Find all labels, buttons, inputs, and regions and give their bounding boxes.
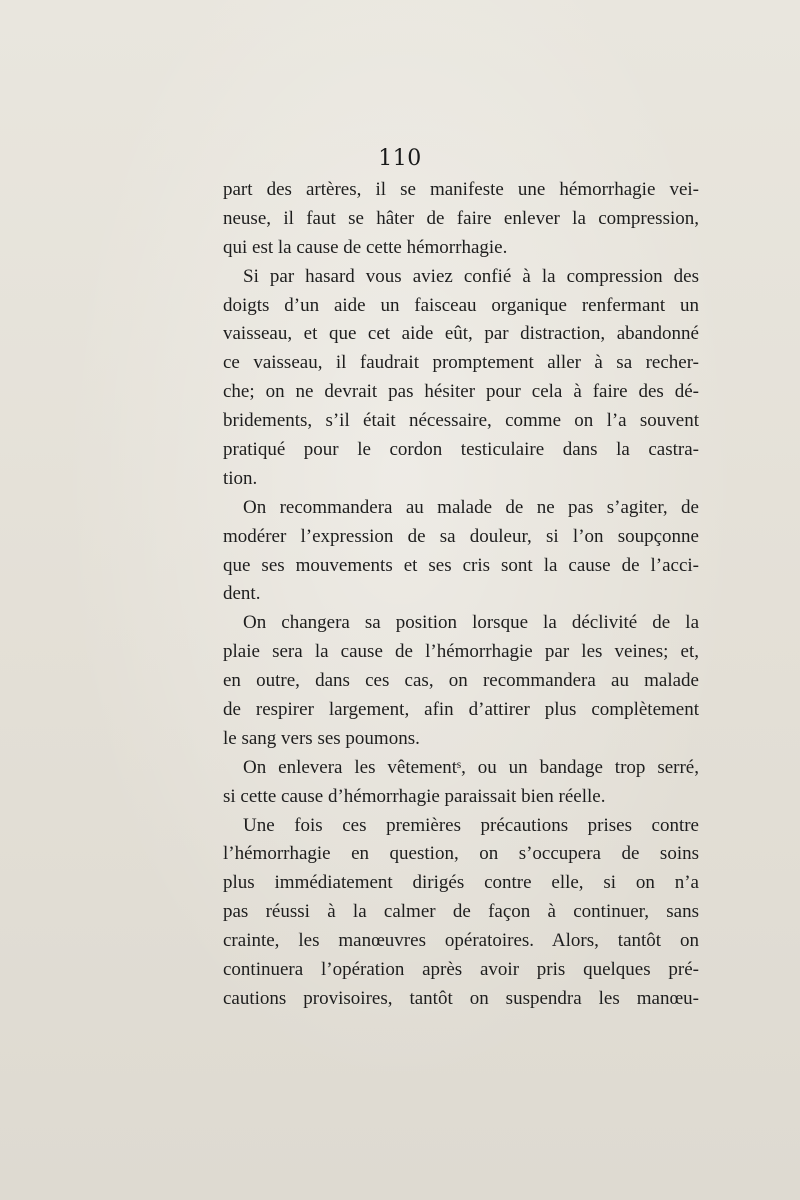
- text-line: modérer l’expression de sa douleur, si l’on soupçonne: [223, 525, 699, 547]
- text-line: ce vaisseau, il faudrait promptement aller à sa recher-: [223, 352, 699, 374]
- text-line: pratiqué pour le cordon testiculaire dans la castra-: [223, 439, 699, 461]
- text-line: Si par hasard vous aviez confié à la compression des: [243, 265, 699, 287]
- text-line: bridements, s’il était nécessaire, comme on l’a souvent: [223, 410, 699, 432]
- text-line: cautions provisoires, tantôt on suspendra les manœu-: [223, 987, 699, 1009]
- text-line: On enlevera les vêtementˢ, ou un bandage trop serré,: [243, 756, 699, 778]
- text-line: de respirer largement, afin d’attirer plus complètement: [223, 699, 699, 721]
- text-line: neuse, il faut se hâter de faire enlever la compression,: [223, 207, 699, 229]
- text-line: pas réussi à la calmer de façon à continuer, sans: [223, 901, 699, 923]
- text-line: le sang vers ses poumons.: [223, 727, 420, 749]
- text-line: continuera l’opération après avoir pris quelques pré-: [223, 959, 699, 981]
- text-line: plaie sera la cause de l’hémorrhagie par les veines; et,: [223, 641, 699, 663]
- text-line: crainte, les manœuvres opératoires. Alors, tantôt on: [223, 930, 699, 952]
- page-number: 110: [378, 146, 422, 171]
- text-line: doigts d’un aide un faisceau organique renfermant un: [223, 294, 699, 316]
- text-line: Une fois ces premières précautions prises contre: [243, 814, 699, 836]
- text-line: On changera sa position lorsque la déclivité de la: [243, 612, 699, 634]
- text-line: vaisseau, et que cet aide eût, par distraction, abandonné: [223, 323, 699, 345]
- text-line: dent.: [223, 583, 261, 605]
- text-line: si cette cause d’hémorrhagie paraissait bien réelle.: [223, 785, 606, 807]
- text-line: que ses mouvements et ses cris sont la cause de l’acci-: [223, 554, 699, 576]
- text-line: qui est la cause de cette hémorrhagie.: [223, 236, 508, 258]
- text-line: l’hémorrhagie en question, on s’occupera de soins: [223, 843, 699, 865]
- text-line: tion.: [223, 467, 258, 489]
- body-text: [223, 176, 699, 1014]
- text-line: On recommandera au malade de ne pas s’agiter, de: [243, 496, 699, 518]
- text-line: plus immédiatement dirigés contre elle, si on n’a: [223, 872, 699, 894]
- text-line: part des artères, il se manifeste une hémorrhagie vei-: [223, 179, 699, 200]
- text-line: en outre, dans ces cas, on recommandera au malade: [223, 670, 699, 692]
- text-line: che; on ne devrait pas hésiter pour cela à faire des dé-: [223, 381, 699, 403]
